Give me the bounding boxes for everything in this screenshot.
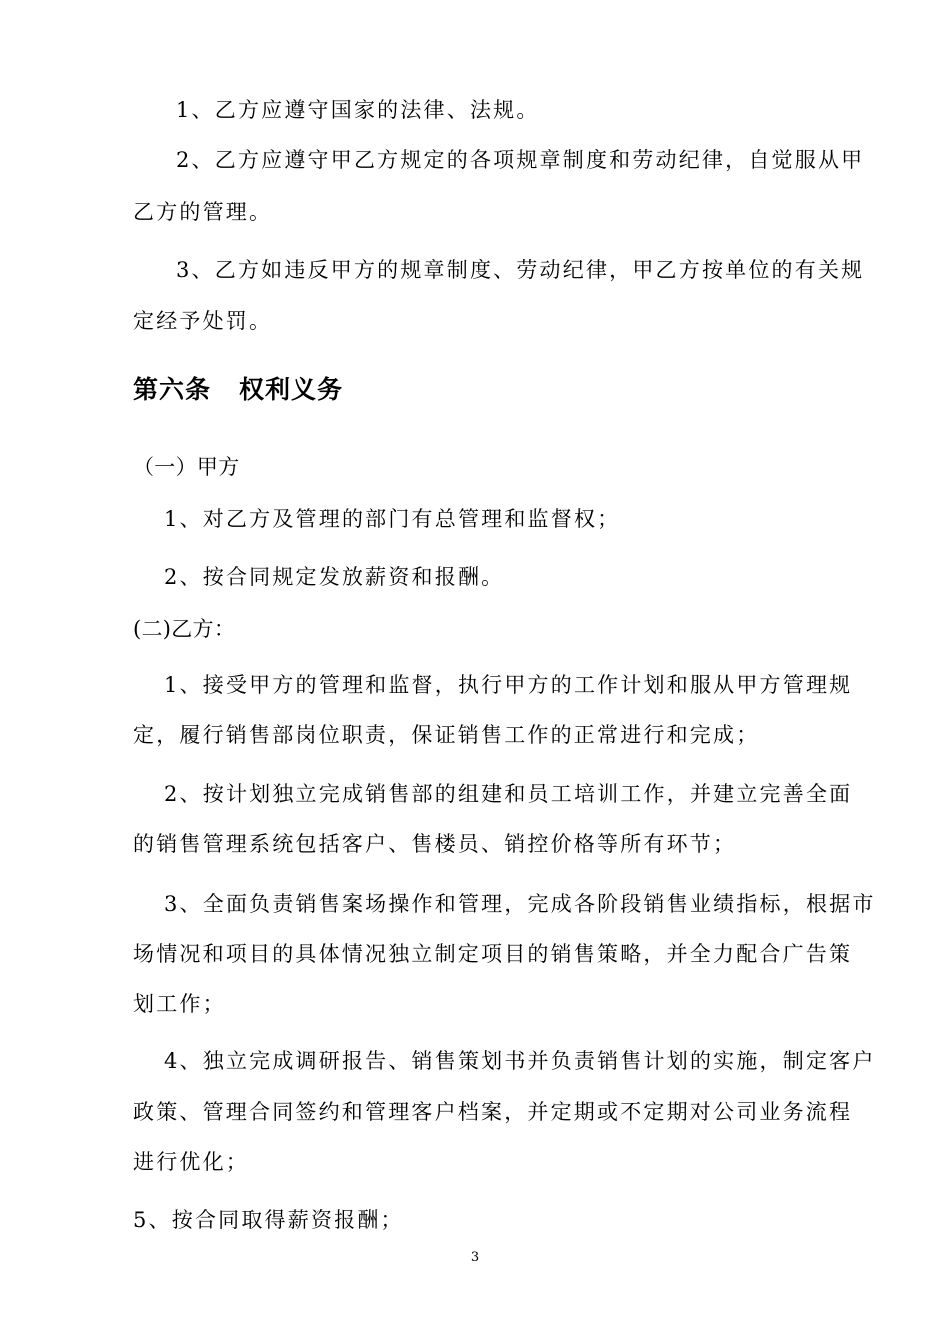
section5-item-2-cont: 乙方的管理。 bbox=[133, 200, 273, 224]
section5-item-3: 3、乙方如违反甲方的规章制度、劳动纪律，甲乙方按单位的有关规 bbox=[176, 258, 865, 282]
section5-item-3-cont: 定经予处罚。 bbox=[133, 309, 273, 333]
party-b-line-5: 3、全面负责销售案场操作和管理，完成各阶段销售业绩指标，根据市 bbox=[164, 892, 876, 916]
party-b-line-11: 5、按合同取得薪资报酬； bbox=[133, 1208, 404, 1232]
party-b-line-9: 政策、管理合同签约和管理客户档案，并定期或不定期对公司业务流程 bbox=[133, 1100, 853, 1124]
party-b-line-10: 进行优化； bbox=[133, 1150, 249, 1174]
party-a-item-2: 2、按合同规定发放薪资和报酬。 bbox=[164, 565, 505, 589]
party-b-line-8: 4、独立完成调研报告、销售策划书并负责销售计划的实施，制定客户 bbox=[164, 1049, 876, 1073]
party-b-line-7: 划工作； bbox=[133, 992, 226, 1016]
party-b-line-6: 场情况和项目的具体情况独立制定项目的销售策略，并全力配合广告策 bbox=[133, 942, 853, 966]
party-b-line-2: 定，履行销售部岗位职责，保证销售工作的正常进行和完成； bbox=[133, 723, 760, 747]
page-number: 3 bbox=[470, 1250, 480, 1265]
article-heading bbox=[133, 374, 343, 406]
article-title: 权利义务 bbox=[239, 375, 344, 404]
party-a-label: （一）甲方 bbox=[133, 455, 240, 479]
party-b-line-4: 的销售管理系统包括客户、售楼员、销控价格等所有环节； bbox=[133, 832, 737, 856]
section5-item-1: 1、乙方应遵守国家的法律、法规。 bbox=[176, 98, 540, 122]
party-b-line-3: 2、按计划独立完成销售部的组建和员工培训工作，并建立完善全面 bbox=[164, 782, 853, 806]
party-a-item-1: 1、对乙方及管理的部门有总管理和监督权； bbox=[164, 507, 621, 531]
section5-item-2: 2、乙方应遵守甲乙方规定的各项规章制度和劳动纪律，自觉服从甲 bbox=[176, 148, 865, 172]
article-number: 第六条 bbox=[133, 375, 212, 404]
party-b-line-1: 1、接受甲方的管理和监督，执行甲方的工作计划和服从甲方管理规 bbox=[164, 673, 853, 697]
party-b-label: (二)乙方： bbox=[133, 617, 236, 641]
